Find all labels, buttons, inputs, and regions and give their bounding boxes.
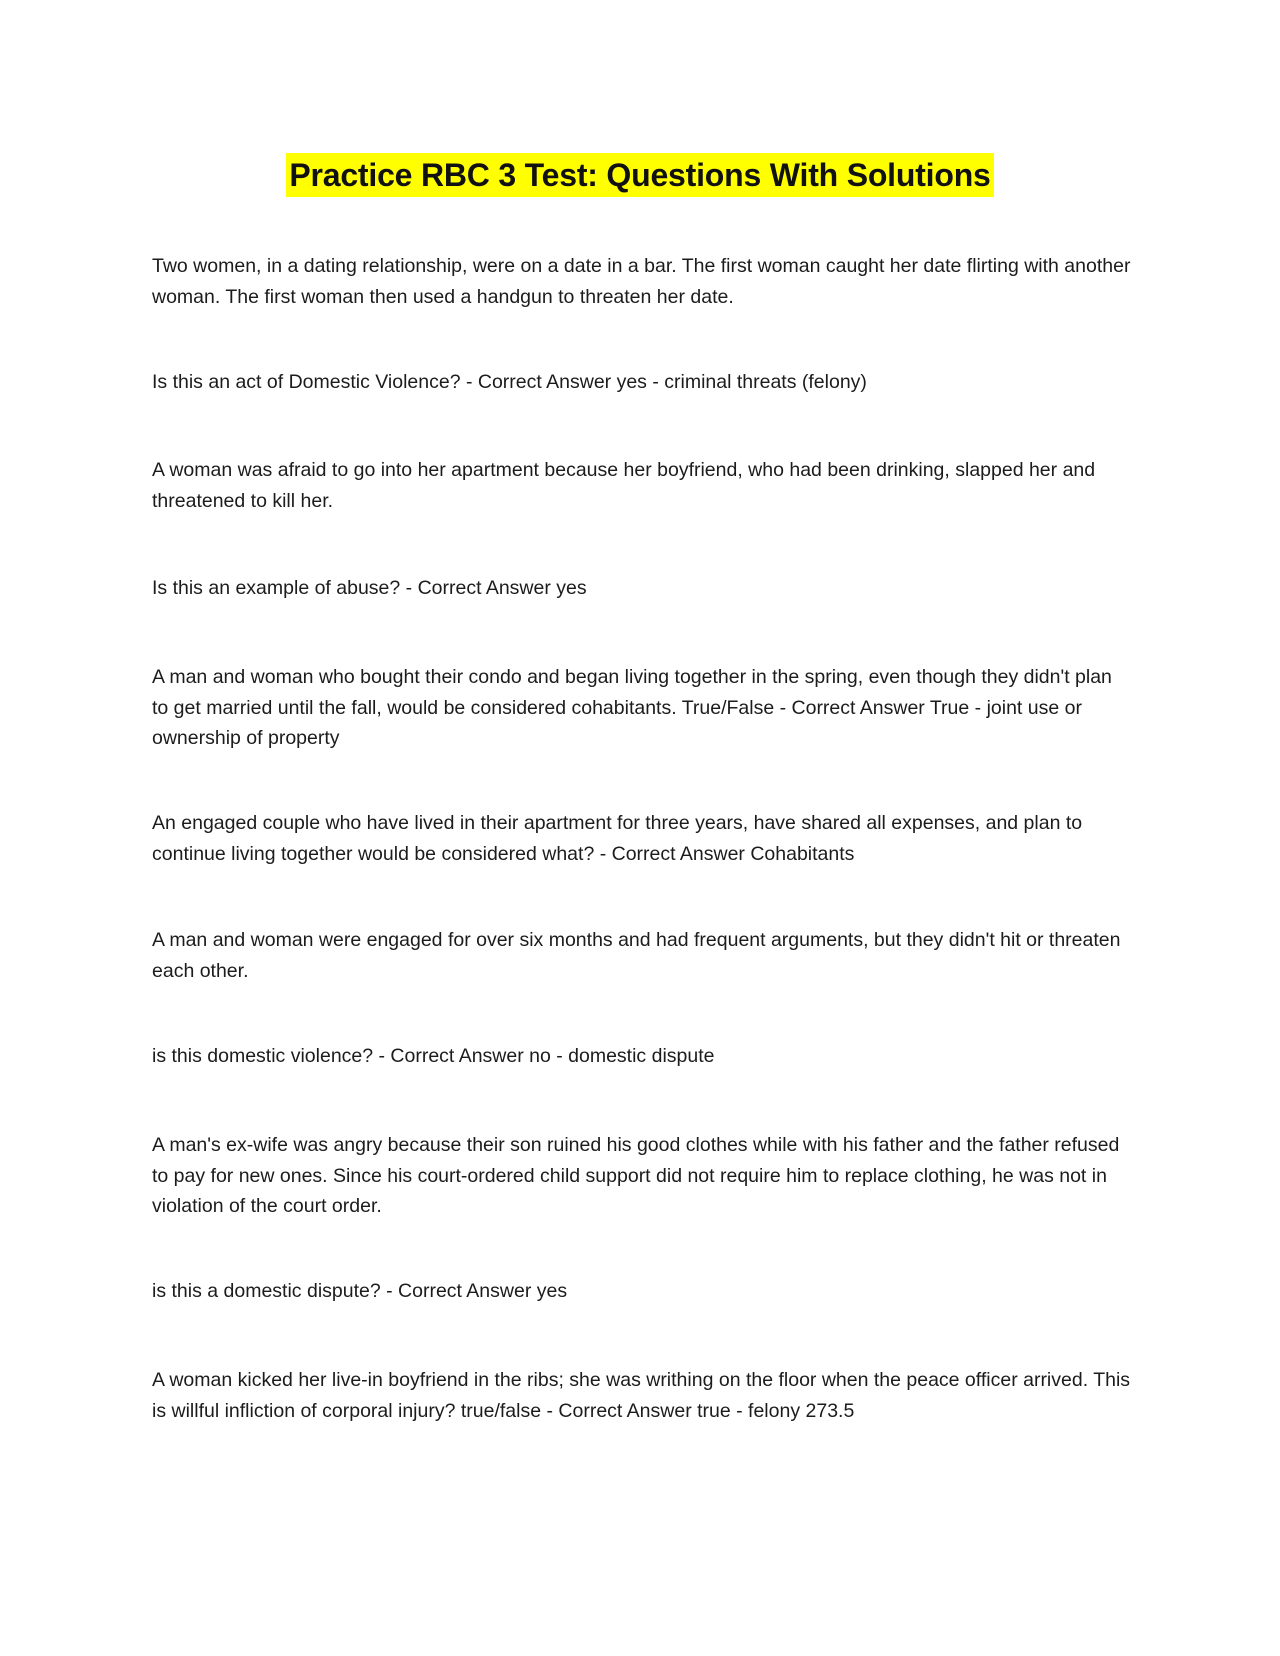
question-answer-1: Is this an act of Domestic Violence? - Correct Answer yes - criminal threats (felony)	[152, 371, 867, 393]
page-title: Practice RBC 3 Test: Questions With Solutions	[286, 153, 993, 197]
question-answer-4: An engaged couple who have lived in their apartment for three years, have shared all expenses, and plan to continue living together would be considered what? - Correct Answer Cohabitants	[152, 812, 1083, 865]
scenario-paragraph-4: A man's ex-wife was angry because their son ruined his good clothes while with his father and the father refused to pay for new ones. Since his court-ordered child support did not require him to replace clothing, he was not in violation of the court order.	[152, 1134, 1120, 1217]
scenario-paragraph-1: Two women, in a dating relationship, were on a date in a bar. The first woman caught her date flirting with another woman. The first woman then used a handgun to threaten her date.	[152, 255, 1131, 308]
scenario-paragraph-3: A man and woman were engaged for over six months and had frequent arguments, but they didn't hit or threaten each other.	[152, 929, 1121, 982]
question-answer-2: Is this an example of abuse? - Correct Answer yes	[152, 577, 587, 599]
scenario-paragraph-2: A woman was afraid to go into her apartment because her boyfriend, who had been drinking, slapped her and threatened to kill her.	[152, 459, 1096, 512]
question-answer-3: A man and woman who bought their condo and began living together in the spring, even though they didn't plan to get married until the fall, would be considered cohabitants. True/False - Correct Answer True - joint use or ownership of property	[152, 666, 1112, 749]
question-answer-7: A woman kicked her live-in boyfriend in the ribs; she was writhing on the floor when the peace officer arrived. This is willful infliction of corporal injury? true/false - Correct Answer true - felony 273.5	[152, 1369, 1131, 1422]
question-answer-5: is this domestic violence? - Correct Answer no - domestic dispute	[152, 1045, 715, 1067]
question-answer-6: is this a domestic dispute? - Correct Answer yes	[152, 1280, 568, 1302]
title-container	[0, 153, 1280, 197]
